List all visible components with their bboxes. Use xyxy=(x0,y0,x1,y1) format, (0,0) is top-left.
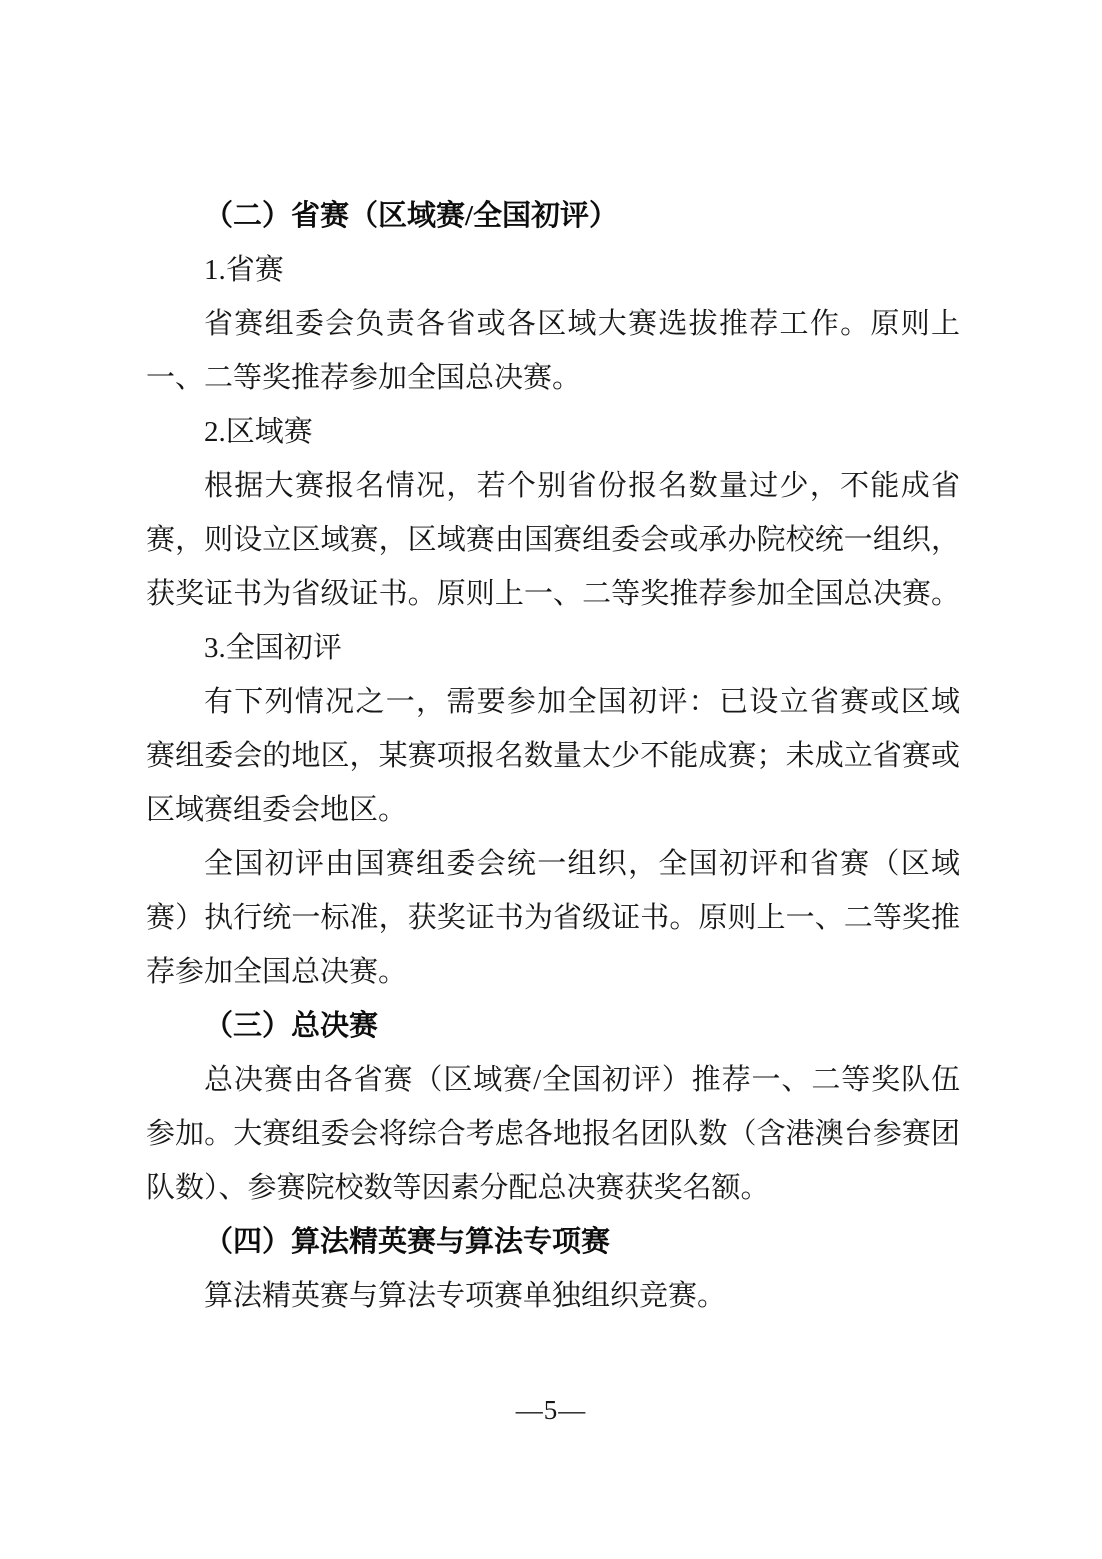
paragraph-finals-line-3: 队数）、参赛院校数等因素分配总决赛获奖名额。 xyxy=(146,1172,770,1204)
paragraph-prelim-org-line-3: 荐参加全国总决赛。 xyxy=(146,956,408,988)
section-heading-provincial: （二）省赛（区域赛/全国初评） xyxy=(204,200,619,232)
item-2-regional-title: 2.区域赛 xyxy=(204,416,313,448)
paragraph-regional-line-3: 获奖证书为省级证书。原则上一、二等奖推荐参加全国总决赛。 xyxy=(146,578,960,610)
paragraph-regional-line-1: 根据大赛报名情况，若个别省份报名数量过少，不能成省 xyxy=(204,470,960,502)
paragraph-prelim-cases-line-2: 赛组委会的地区，某赛项报名数量太少不能成赛；未成立省赛或 xyxy=(146,740,960,772)
item-1-provincial-title: 1.省赛 xyxy=(204,254,284,286)
paragraph-algorithm-line-1: 算法精英赛与算法专项赛单独组织竞赛。 xyxy=(204,1280,727,1312)
section-heading-algorithm: （四）算法精英赛与算法专项赛 xyxy=(204,1226,611,1258)
section-heading-finals: （三）总决赛 xyxy=(204,1010,379,1042)
item-3-national-prelim-title: 3.全国初评 xyxy=(204,632,342,664)
paragraph-finals-line-2: 参加。大赛组委会将综合考虑各地报名团队数（含港澳台参赛团 xyxy=(146,1118,960,1150)
paragraph-prelim-org-line-1: 全国初评由国赛组委会统一组织，全国初评和省赛（区域 xyxy=(204,848,960,880)
paragraph-prelim-org-line-2: 赛）执行统一标准，获奖证书为省级证书。原则上一、二等奖推 xyxy=(146,902,960,934)
page-number: —5— xyxy=(515,1395,587,1425)
paragraph-provincial-line-1: 省赛组委会负责各省或各区域大赛选拔推荐工作。原则上 xyxy=(204,308,960,340)
paragraph-provincial-line-2: 一、二等奖推荐参加全国总决赛。 xyxy=(146,362,582,394)
paragraph-regional-line-2: 赛，则设立区域赛，区域赛由国赛组委会或承办院校统一组织， xyxy=(146,524,960,556)
paragraph-prelim-cases-line-1: 有下列情况之一，需要参加全国初评：已设立省赛或区域 xyxy=(204,686,960,718)
paragraph-prelim-cases-line-3: 区域赛组委会地区。 xyxy=(146,794,408,826)
document-body xyxy=(146,189,960,1323)
paragraph-finals-line-1: 总决赛由各省赛（区域赛/全国初评）推荐一、二等奖队伍 xyxy=(204,1064,960,1096)
